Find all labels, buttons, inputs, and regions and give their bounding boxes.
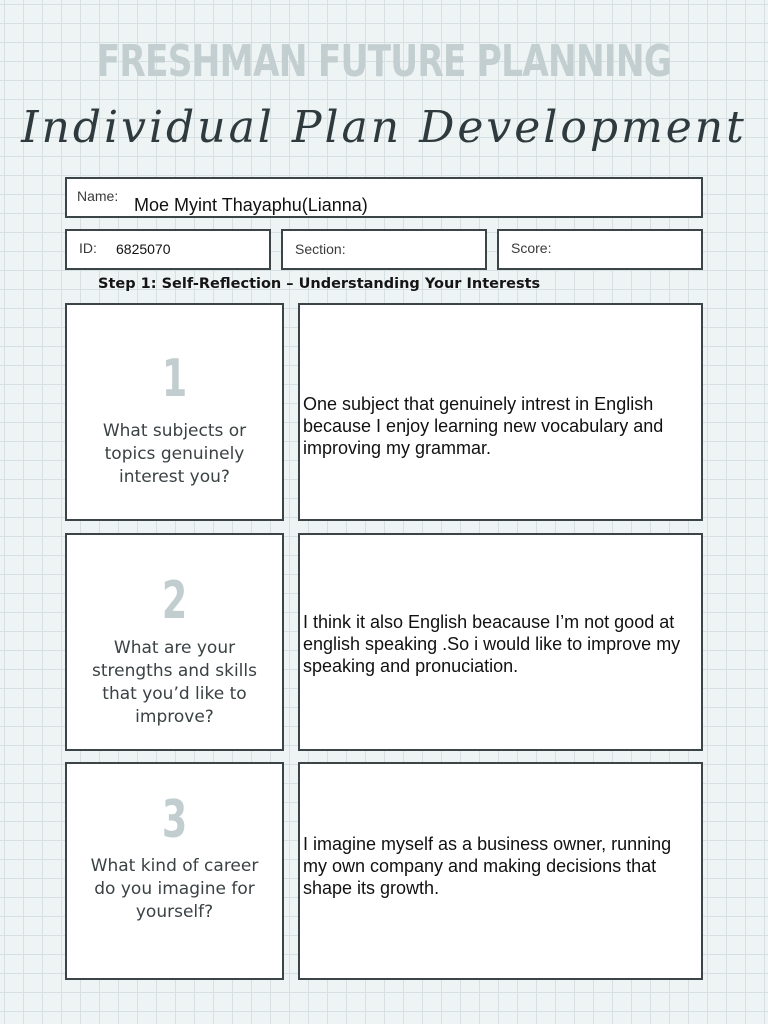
score-label: Score: [511, 240, 552, 256]
question-number: 3 [161, 790, 188, 850]
name-field[interactable] [65, 177, 703, 218]
answer-text: I think it also English beacause I’m not good at english speaking .So i would like to improve my speaking and pronuciation. [303, 612, 681, 676]
step-heading: Step 1: Self-Reflection – Understanding Your Interests [98, 276, 541, 292]
answer-box-3[interactable] [298, 762, 703, 980]
page-title: FRESHMAN FUTURE PLANNING [96, 36, 672, 87]
question-text: What subjects or topics genuinely interest you? [102, 421, 247, 487]
question-card-1 [65, 303, 284, 521]
id-label: ID: [79, 240, 97, 256]
name-label: Name: [77, 188, 119, 204]
section-field[interactable] [281, 229, 487, 270]
question-number: 2 [161, 571, 188, 631]
question-number: 1 [161, 349, 188, 409]
name-value: Moe Myint Thayaphu(Lianna) [134, 195, 368, 215]
id-field[interactable] [65, 229, 271, 270]
page-subtitle: Individual Plan Development [21, 102, 747, 153]
answer-box-2[interactable] [298, 533, 703, 751]
score-field[interactable] [497, 229, 703, 270]
answer-box-1[interactable] [298, 303, 703, 521]
question-card-2 [65, 533, 284, 751]
question-text: What kind of career do you imagine for yourself? [90, 856, 259, 922]
answer-text: I imagine myself as a business owner, running my own company and making decisions that shape its growth. [303, 834, 672, 898]
question-text: What are your strengths and skills that you’d like to improve? [92, 638, 257, 727]
section-label: Section: [295, 241, 346, 257]
answer-text: One subject that genuinely intrest in English because I enjoy learning new vocabulary and improving my grammar. [303, 394, 664, 458]
question-card-3 [65, 762, 284, 980]
id-value: 6825070 [116, 241, 171, 257]
